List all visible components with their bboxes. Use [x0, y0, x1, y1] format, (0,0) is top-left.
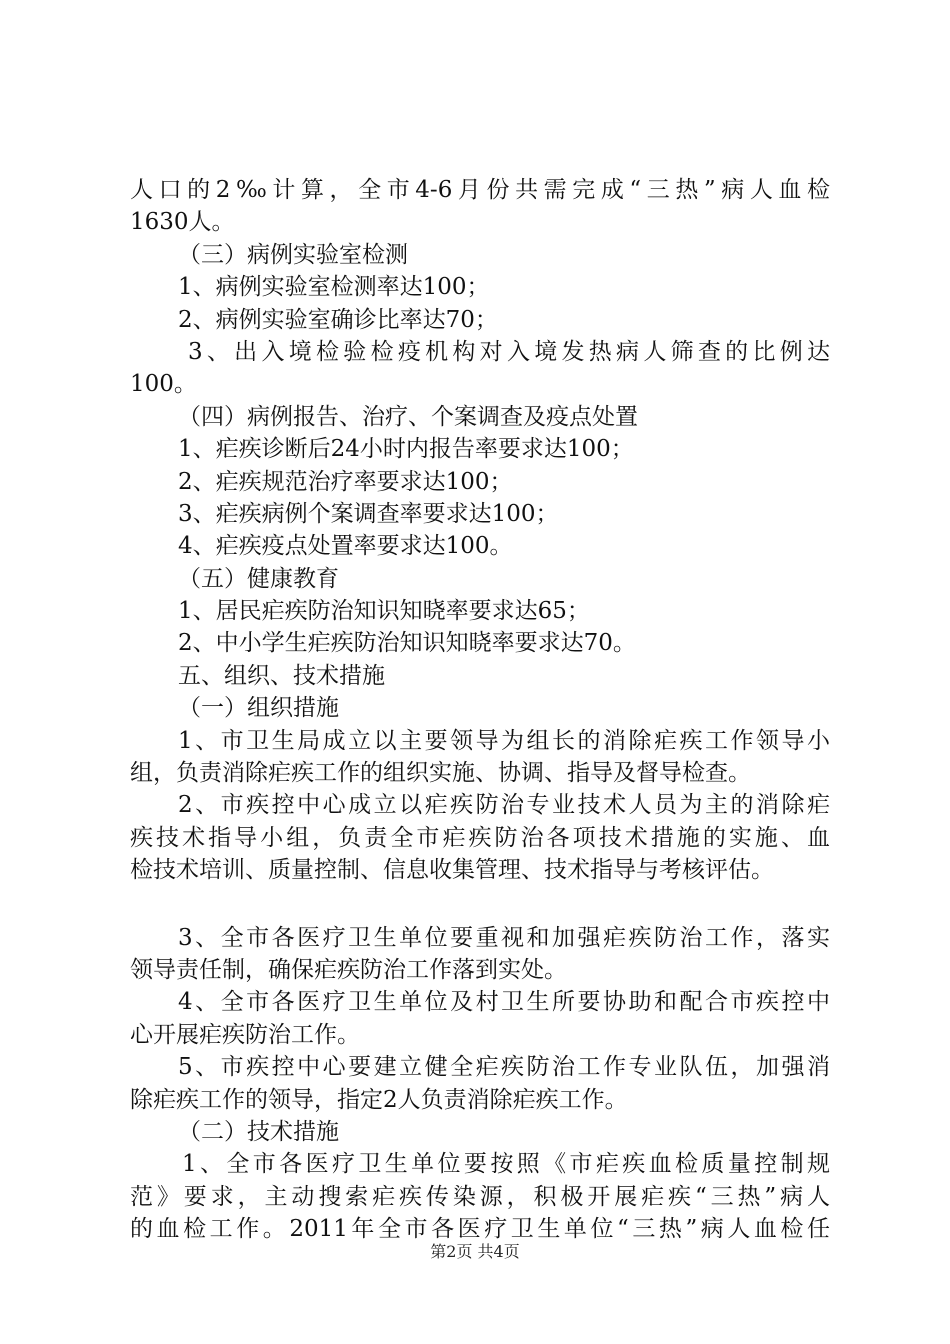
- text-line: （三）病例实验室检测: [178, 241, 408, 268]
- text-line: 3、全市各医疗卫生单位要重视和加强疟疾防治工作，落实: [178, 924, 830, 951]
- text-line: （一）组织措施: [178, 695, 339, 722]
- text-line: 100。: [130, 371, 197, 398]
- text-line: 人口的2‰计算，全市4-6月份共需完成“三热”病人血检: [130, 177, 830, 203]
- text-line: 2、疟疾规范治疗率要求达100；: [178, 468, 513, 495]
- text-line: 除疟疾工作的领导，指定2人负责消除疟疾工作。: [130, 1086, 628, 1113]
- text-line: 3、出入境检验检疫机构对入境发热病人筛查的比例达: [188, 338, 830, 365]
- text-line: 2、市疾控中心成立以疟疾防治专业技术人员为主的消除疟: [178, 792, 830, 819]
- text-line: 1、全市各医疗卫生单位要按照《市疟疾血检质量控制规: [182, 1151, 830, 1178]
- blank-line: [130, 887, 830, 922]
- text-line: 心开展疟疾防治工作。: [130, 1021, 360, 1048]
- text-line: 组，负责消除疟疾工作的组织实施、协调、指导及督导检查。: [130, 760, 751, 787]
- text-line: 1、市卫生局成立以主要领导为组长的消除疟疾工作领导小: [178, 727, 830, 754]
- text-line: 五、组织、技术措施: [178, 662, 385, 689]
- text-line: 检技术培训、质量控制、信息收集管理、技术指导与考核评估。: [130, 857, 774, 884]
- text-line: 1、居民疟疾防治知识知晓率要求达65；: [178, 598, 590, 625]
- text-line: 疾技术指导小组，负责全市疟疾防治各项技术措施的实施、血: [130, 824, 830, 851]
- text-line: 3、疟疾病例个案调查率要求达100；: [178, 500, 559, 527]
- text-line: 5、市疾控中心要建立健全疟疾防治工作专业队伍，加强消: [178, 1054, 830, 1081]
- text-line: 4、全市各医疗卫生单位及村卫生所要协助和配合市疾控中: [178, 989, 830, 1016]
- text-line: 1、疟疾诊断后24小时内报告率要求达100；: [178, 436, 634, 463]
- document-body: [130, 174, 830, 1246]
- text-line: （四）病例报告、治疗、个案调查及疫点处置: [178, 403, 638, 430]
- text-line: 2、病例实验室确诊比率达70；: [178, 306, 498, 333]
- text-line: 1630人。: [130, 209, 235, 236]
- text-line: （五）健康教育: [178, 565, 339, 592]
- text-line: 2、中小学生疟疾防治知识知晓率要求达70。: [178, 630, 636, 657]
- text-line: 范》要求，主动搜索疟疾传染源，积极开展疟疾“三热”病人: [130, 1183, 830, 1210]
- text-line: 领导责任制，确保疟疾防治工作落到实处。: [130, 956, 567, 983]
- text-line: 的血检工作。2011年全市各医疗卫生单位“三热”病人血检任: [130, 1216, 830, 1243]
- page-footer: 第2页 共4页: [430, 1242, 520, 1261]
- text-line: 1、病例实验室检测率达100；: [178, 274, 490, 301]
- text-line: 4、疟疾疫点处置率要求达100。: [178, 533, 513, 560]
- text-line: （二）技术措施: [178, 1118, 339, 1145]
